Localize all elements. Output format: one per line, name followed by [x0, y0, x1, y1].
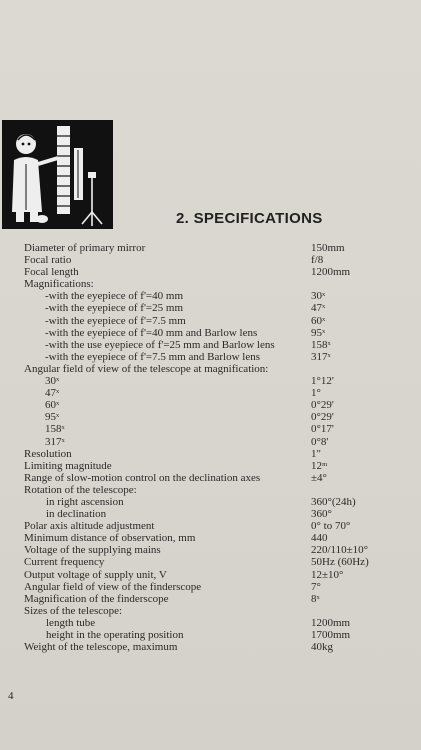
spec-label: in right ascension — [46, 495, 124, 508]
spec-label: Range of slow-motion control on the declination axes — [24, 471, 261, 484]
spec-label: Resolution — [24, 447, 72, 460]
spec-value: 0°29' — [311, 399, 334, 412]
spec-label: -with the eyepiece of f'=7.5 mm and Barlow lens — [45, 350, 260, 363]
spec-label: 158ˣ — [45, 423, 65, 436]
spec-row — [0, 484, 421, 496]
spec-value: 0°8' — [311, 435, 329, 448]
spec-value: 150mm — [311, 242, 345, 254]
spec-label: Limiting magnitude — [24, 459, 112, 472]
illustration-drawing — [2, 120, 113, 229]
spec-value: 47ˣ — [311, 302, 326, 315]
spec-row — [0, 302, 421, 314]
spec-value: 360°(24h) — [311, 495, 356, 508]
spec-value: 1° — [311, 387, 321, 400]
spec-value: 0°17' — [311, 423, 334, 436]
spec-row — [0, 569, 421, 581]
spec-label: Diameter of primary mirror — [24, 242, 146, 254]
spec-row — [0, 290, 421, 302]
spec-label: Magnifications: — [24, 278, 94, 291]
spec-label: 60ˣ — [45, 399, 60, 412]
scientist-telescope-illustration — [2, 120, 113, 229]
spec-row — [0, 629, 421, 641]
spec-row — [0, 266, 421, 278]
spec-label: 47ˣ — [45, 387, 60, 400]
spec-label: Angular field of view of the telescope at magnification: — [24, 362, 269, 375]
spec-row — [0, 593, 421, 605]
spec-row — [0, 375, 421, 387]
spec-label: Focal ratio — [24, 254, 72, 267]
spec-row — [0, 242, 421, 254]
spec-row — [0, 532, 421, 544]
spec-label: Weight of the telescope, maximum — [24, 641, 178, 654]
spec-label: in declination — [46, 508, 107, 521]
spec-label: Sizes of the telescope: — [24, 604, 123, 617]
spec-label: Focal length — [24, 266, 79, 279]
spec-label: -with the eyepiece of f'=7.5 mm — [45, 314, 186, 327]
spec-label: Rotation of the telescope: — [24, 483, 137, 496]
spec-row — [0, 327, 421, 339]
spec-value: 220/110±10° — [311, 544, 369, 557]
spec-value: f/8 — [311, 254, 324, 267]
spec-row — [0, 436, 421, 448]
section-title: 2. SPECIFICATIONS — [176, 210, 323, 227]
spec-label: height in the operating position — [46, 629, 184, 641]
spec-row — [0, 254, 421, 266]
spec-label: Minimum distance of observation, mm — [24, 532, 196, 545]
spec-value: 0°29' — [311, 411, 334, 424]
spec-label: length tube — [46, 616, 96, 629]
spec-row — [0, 605, 421, 617]
spec-value: 40kg — [311, 641, 333, 654]
spec-value: 60ˣ — [311, 314, 326, 327]
spec-value: 1°12' — [311, 375, 334, 388]
spec-label: Magnification of the finderscope — [24, 592, 169, 605]
spec-label: Polar axis altitude adjustment — [24, 520, 155, 533]
spec-row — [0, 460, 421, 472]
spec-value: 1" — [311, 447, 321, 460]
spec-row — [0, 411, 421, 423]
spec-value: 360° — [311, 508, 332, 521]
spec-row — [0, 448, 421, 460]
spec-row — [0, 423, 421, 435]
spec-label: Voltage of the supplying mains — [24, 544, 161, 557]
spec-value: 95ˣ — [311, 326, 326, 339]
spec-label: -with the use eyepiece of f'=25 mm and Barlow lens — [45, 338, 275, 351]
spec-label: Current frequency — [24, 556, 105, 569]
spec-value: 12ᵐ — [311, 459, 328, 472]
spec-value: 7° — [311, 580, 321, 593]
spec-row — [0, 399, 421, 411]
spec-value: 50Hz (60Hz) — [311, 556, 369, 569]
spec-row — [0, 315, 421, 327]
spec-value: 12±10° — [311, 568, 344, 581]
spec-value: 0° to 70° — [311, 520, 351, 533]
page-number: 4 — [8, 690, 14, 702]
spec-row — [0, 339, 421, 351]
spec-value: 1200mm — [311, 266, 351, 279]
spec-value: 158ˣ — [311, 338, 331, 351]
spec-value: ±4° — [311, 471, 327, 484]
spec-label: -with the eyepiece of f'=40 mm and Barlow lens — [45, 326, 258, 339]
spec-label: -with the eyepiece of f'=25 mm — [45, 302, 183, 315]
spec-value: 440 — [311, 532, 328, 545]
spec-value: 1200mm — [311, 616, 351, 629]
specifications-list — [0, 242, 421, 653]
spec-row — [0, 363, 421, 375]
spec-row — [0, 472, 421, 484]
spec-label: -with the eyepiece of f'=40 mm — [45, 290, 183, 303]
spec-value: 1700mm — [311, 629, 351, 641]
spec-label: 30ˣ — [45, 375, 60, 388]
spec-value: 317ˣ — [311, 350, 331, 363]
spec-value: 8ˣ — [311, 592, 320, 605]
spec-row — [0, 544, 421, 556]
spec-label: Angular field of view of the finderscope — [24, 580, 202, 593]
spec-row — [0, 617, 421, 629]
spec-row — [0, 641, 421, 653]
spec-row — [0, 351, 421, 363]
spec-value: 30ˣ — [311, 290, 326, 303]
spec-row — [0, 581, 421, 593]
spec-row — [0, 520, 421, 532]
spec-row — [0, 508, 421, 520]
spec-label: 317ˣ — [45, 435, 65, 448]
spec-row — [0, 496, 421, 508]
spec-row — [0, 387, 421, 399]
spec-label: 95ˣ — [45, 411, 60, 424]
spec-row — [0, 278, 421, 290]
spec-row — [0, 556, 421, 568]
spec-label: Output voltage of supply unit, V — [24, 568, 167, 581]
